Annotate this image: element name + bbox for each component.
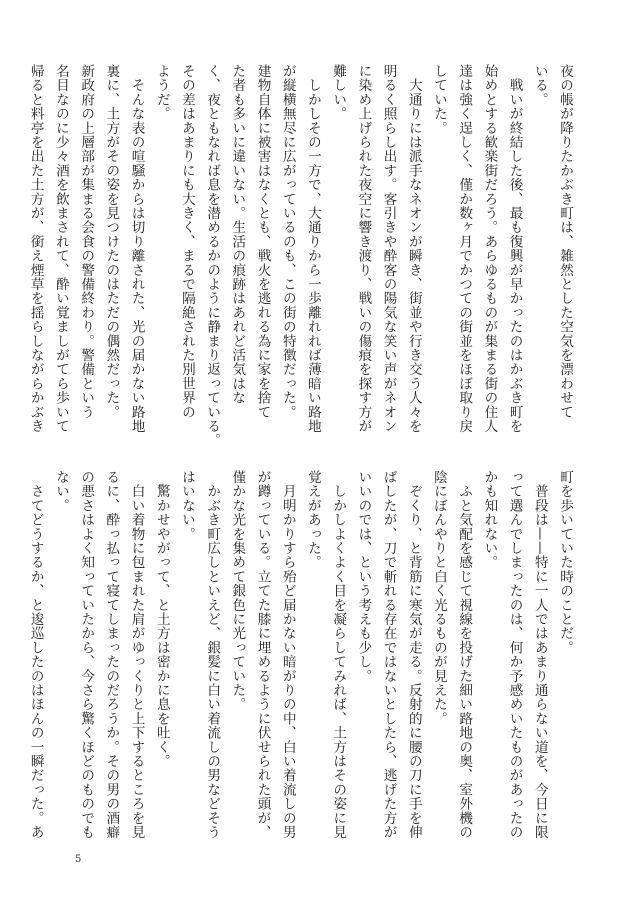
text-column: ぞくり、と背筋に寒気が走る。反射的に腰の刀に手を伸 — [405, 470, 422, 840]
text-column: 白い着物に包まれた肩がゆっくりと上下するところを見 — [128, 470, 145, 840]
text-column: が縦横無尽に広がっているのも、この街の特徴だった。 — [279, 64, 296, 419]
text-column: さてどうするか、と逡巡したのはほんの一瞬だった。あ — [27, 470, 44, 840]
text-column: に染め上げられた夜空に響き渡り、戦いの傷痕を探す方が — [355, 64, 372, 434]
text-column: ようだ。 — [153, 64, 170, 121]
text-column: の悪さはよく知っていたから、今さら驚くほどのものでも — [78, 470, 95, 840]
text-column: はいない。 — [178, 470, 195, 541]
text-column: かも知れない。 — [481, 470, 498, 570]
text-column: 町を歩いていた時のことだ。 — [557, 470, 573, 655]
text-column: その差はあまりにも大きく、まるで隔絶された別世界の — [178, 64, 195, 419]
text-column: 普段は——特に一人ではあまり通らない道を、今日に限 — [531, 470, 548, 840]
text-column: そんな表の喧騒からは切り離された、光の届かない路地 — [128, 64, 145, 434]
page-number: 5 — [75, 854, 82, 865]
text-column: 夜の帳が降りたかぶき町は、雑然とした空気を漂わせて — [557, 64, 573, 419]
text-column: って選んでしまったのは、何か予感めいたものがあったの — [506, 470, 523, 840]
text-column: かぶき町広しといえど、銀髪に白い着流しの男などそう — [204, 470, 221, 840]
text-column: していた。 — [430, 64, 447, 135]
text-column: 驚かせやがって、と土方は密かに息を吐く。 — [153, 470, 170, 769]
text-column: 覚えがあった。 — [304, 470, 321, 570]
text-column: いいのでは、という考えも少し。 — [355, 470, 372, 683]
text-column: 大通りには派手なネオンが瞬き、街並や行き交う人々を — [405, 64, 422, 434]
text-column: 陰にぼんやりと白く光るものが見えた。 — [430, 470, 447, 726]
text-column: しかしその一方で、大通りから一歩離れれば薄暗い路地 — [304, 64, 321, 434]
text-column: 明るく照らし出す。客引きや酔客の陽気な笑い声がネオン — [380, 64, 397, 434]
text-column: 帰ると料亭を出た土方が、銜え煙草を揺らしながらかぶき — [27, 64, 44, 434]
text-column: しかしよくよく目を凝らしてみれば、土方はその姿に見 — [330, 470, 347, 840]
text-column: 僅かな光を集めて銀色に光っていた。 — [229, 470, 246, 712]
text-column: 裏に、土方がその姿を見つけたのはただの偶然だった。 — [103, 64, 120, 419]
text-column: いる。 — [531, 64, 548, 107]
text-column: 難しい。 — [330, 64, 347, 121]
text-column: 始めとする歓楽街だろう。あらゆるものが集まる街の住人 — [481, 64, 498, 434]
lower-text-block — [27, 470, 577, 860]
text-column: るに、酔っ払って寝てしまったのだろうか。その男の酒癖 — [103, 470, 120, 840]
text-column: 建物自体に被害はなくとも、戦火を逃れる為に家を捨て — [254, 64, 271, 419]
text-column: が蹲っている。立てた膝に埋めるように伏せられた頭が、 — [254, 470, 271, 840]
text-column: ふと気配を感じて視線を投げた細い路地の奥、室外機の — [456, 470, 473, 840]
text-column: 名目なのに少々酒を飲まされて、酔い覚ましがてら歩いて — [52, 64, 69, 434]
text-column: 戦いが終結した後、最も復興が早かったのはかぶき町を — [506, 64, 523, 434]
text-column: ない。 — [52, 470, 69, 513]
text-column: 月明かりすら殆ど届かない暗がりの中、白い着流しの男 — [279, 470, 296, 840]
upper-text-block — [27, 64, 577, 454]
text-column: た者も多いに違いない。生活の痕跡はあれど活気はな — [229, 64, 246, 405]
text-column: 新政府の上層部が集まる会食の警備終わり。警備という — [78, 64, 95, 419]
text-column: 達は強く逞しく、僅か数ヶ月でかつての街並をほぼ取り戻 — [456, 64, 473, 434]
text-column: く、夜ともなれば息を潜めるかのように静まり返っている。 — [204, 64, 221, 448]
text-column: ばしたが、刀で斬れる存在ではないとしたら、逃げた方が — [380, 470, 397, 840]
